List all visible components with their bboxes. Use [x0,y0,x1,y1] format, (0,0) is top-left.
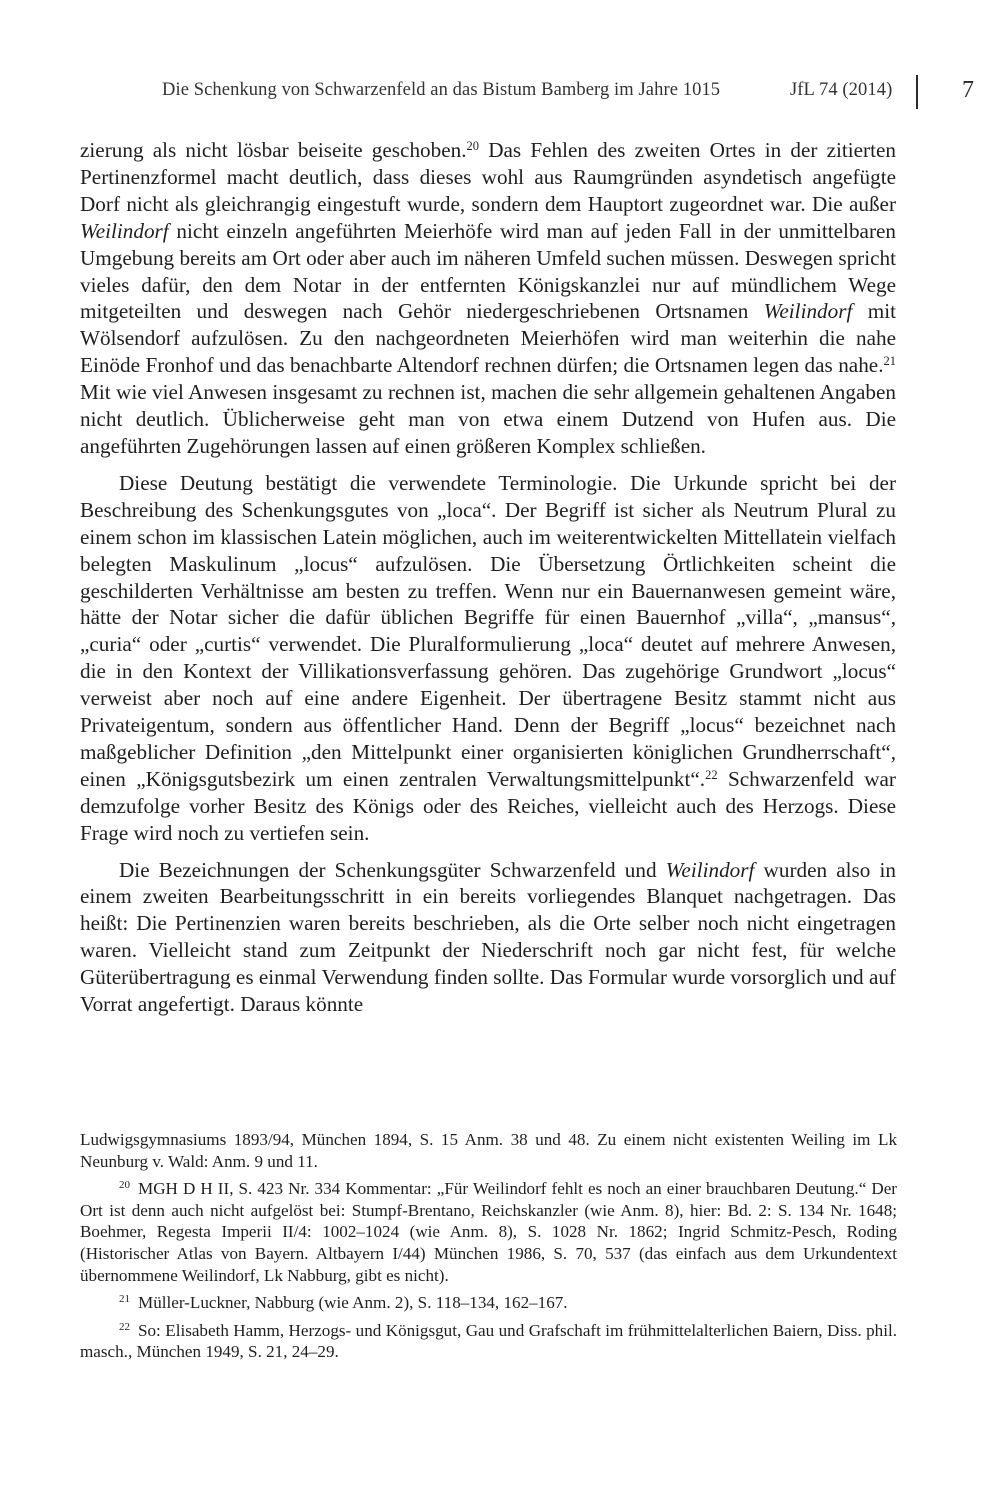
running-title: Die Schenkung von Schwarzenfeld an das Bistum Bamberg im Jahre 1015 [162,80,721,100]
main-text [80,137,896,1018]
text-run: Das Fehlen des zweiten Ortes in der zitierten Pertinenzformel macht deutlich, dass dieses wohl aus Raumgründen asyndetisch angefügte Dorf nicht als gleichrangig eingestuft wurde, sondern dem Hauptort zugeordnet war. Die außer [80,138,896,216]
footnote-text: Müller-Luckner, Nabburg (wie Anm. 2), S. 118–134, 162–167. [138,1293,568,1313]
footnote-text: So: Elisabeth Hamm, Herzogs- und Königsgut, Gau und Grafschaft im frühmittelalterlichen Baiern, Diss. phil. masch., München 1949, S. 21, 24–29. [80,1320,897,1362]
page-number: 7 [962,77,974,103]
footnotes [80,1129,897,1369]
footnote-20 [80,1178,897,1286]
footnote-ref-22: 22 [705,767,718,782]
footnote-22 [80,1320,897,1363]
paragraph-3 [80,857,896,1018]
footnote-number: 21 [119,1293,130,1306]
footnote-text: MGH D H II, S. 423 Nr. 334 Kommentar: „Für Weilindorf fehlt es noch an einer brauchbaren Deutung.“ Der Ort ist denn auch nicht aufgelöst bei: Stumpf-Brentano, Reichskanzler (wie Anm. 8), hier: Bd. 2: S. 134 Nr. 1648; Boehmer, Regesta Imperii II/4: 1002–1024 (wie Anm. 8), S. 1028 Nr. 1862; Ingrid Schmitz-Pesch, Roding (Historischer Atlas von Bayern. Altbayern I/44) München 1986, S. 70, 537 (das einfach aus dem Urkundentext übernommene Weilindorf, Lk Nabburg, gibt es nicht). [80,1179,897,1285]
text-run: Schwarzenfeld war demzufolge vorher Besitz des Königs oder des Reiches, vielleicht auch des Herzogs. Diese Frage wird noch zu vertiefen sein. [80,766,896,845]
text-run: mit Wölsendorf aufzulösen. Zu den nachgeordneten Meierhöfen wird man weiterhin die nahe Einöde Fronhof und das benachbarte Altendorf rechnen dürfen; die Ortsnamen legen das nahe. [80,299,896,378]
text-run: wurden also in einem zweiten Bearbeitungsschritt in ein bereits vorliegendes Blanquet nachgetragen. Das heißt: Die Pertinenzien waren bereits beschrieben, als die Orte selber noch nicht eingetragen waren. Vielleicht stand zum Zeitpunkt der Niederschrift noch gar nicht fest, für welche Güterübertragung es einmal Verwendung finden sollte. Das Formular wurde vorsorglich und auf Vorrat angefertigt. Daraus könnte [80,857,896,1017]
running-head [162,80,902,110]
paragraph-1 [80,137,896,460]
footnote-number: 22 [119,1320,130,1333]
footnote-ref-21: 21 [883,354,896,369]
text-run: Diese Deutung bestätigt die verwendete Terminologie. Die Urkunde spricht bei der Beschreibung des Schenkungsgutes von „loca“. Der Begriff ist sicher als Neutrum Plural zu einem schon im klassischen Latein möglichen, auch im weiterentwickelten Mittellatein vielfach belegten Maskulinum „locus“ aufzulösen. Die Übersetzung Örtlichkeiten scheint die geschilderten Verhältnisse am besten zu treffen. Wenn nur ein Bauernanwesen gemeint wäre, hätte der Notar sicher die dafür üblichen Begriffe für einen Bauernhof „villa“, „mansus“, „curia“ oder „curtis“ verwendet. Die Pluralformulierung „loca“ deutet auf mehrere Anwesen, die in den Kontext der Villikationsverfassung gehören. Das zugehörige Grundwort „locus“ verweist aber noch auf eine andere Eigenheit. Der übertragene Besitz stammt nicht aus Privateigentum, sondern aus öffentlicher Hand. Denn der Begriff „locus“ bezeichnet nach maßgeblicher Definition „den Mittelpunkt einer organisierten königlichen Grundherrschaft“, einen „Königsgutsbezirk um einen zentralen Verwaltungsmittelpunkt“. [80,470,896,791]
italic-place-name: Weilindorf [665,857,755,882]
italic-place-name: Weilindorf [763,299,853,324]
text-run: Mit wie viel Anwesen insgesamt zu rechnen ist, machen die sehr allgemein gehaltenen Angaben nicht deutlich. Üblicherweise geht man von etwa einem Dutzend von Hufen aus. Die angeführten Zugehörungen lassen auf einen größeren Komplex schließen. [80,380,896,458]
text-run: nicht einzeln angeführten Meierhöfe wird man auf jeden Fall in der unmittelbaren Umgebung bereits am Ort oder aber auch im näheren Umfeld suchen müssen. Deswegen spricht vieles dafür, den dem Notar in der entfernten Königskanzlei nur auf mündlichem Wege mitgeteilten und deswegen nach Gehör niedergeschriebenen Ortsnamen [80,218,896,324]
footnote-21 [80,1292,897,1314]
italic-place-name: Weilindorf [80,218,169,243]
text-run: zierung als nicht lösbar beiseite geschoben. [80,138,467,162]
footnote-ref-20: 20 [466,139,480,154]
footnote-number: 20 [119,1179,130,1192]
journal-citation: JfL 74 (2014) [790,80,893,100]
header-vertical-rule [916,75,918,109]
paragraph-2 [80,470,896,847]
text-run: Die Bezeichnungen der Schenkungsgüter Schwarzenfeld und [119,857,666,882]
footnote-continued: Ludwigsgymnasiums 1893/94, München 1894, S. 15 Anm. 38 und 48. Zu einem nicht existenten Weiling im Lk Neunburg v. Wald: Anm. 9 und 11. [80,1130,897,1171]
